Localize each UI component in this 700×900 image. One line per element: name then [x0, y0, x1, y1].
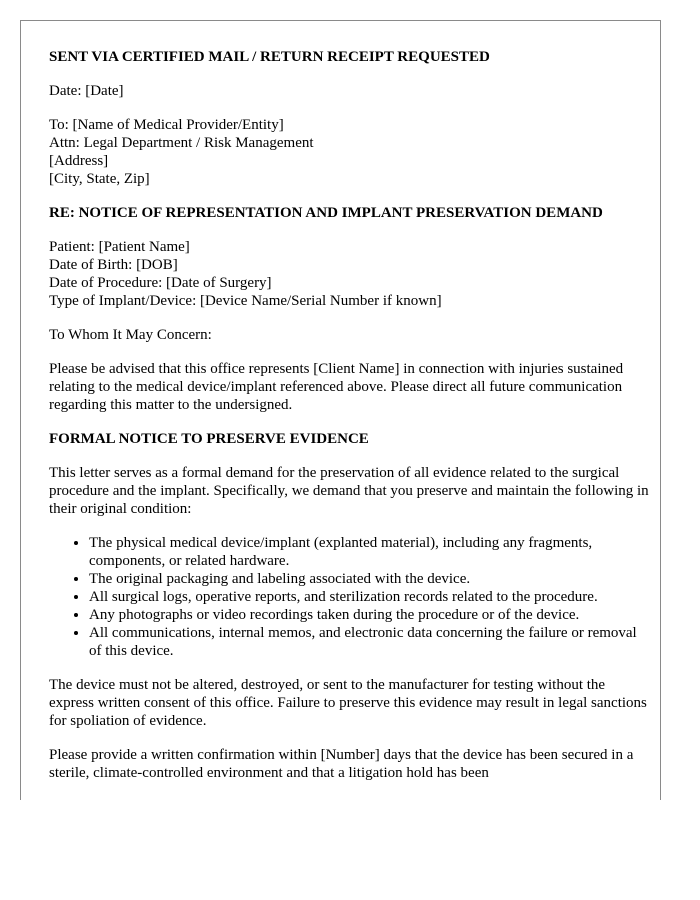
date-line: Date: [Date]: [49, 83, 124, 99]
list-item: • The original packaging and labeling associated with the device.: [89, 570, 649, 588]
re-heading: RE: NOTICE OF REPRESENTATION AND IMPLANT PRESERVATION DEMAND: [49, 205, 603, 221]
list-item: • All surgical logs, operative reports, and sterilization records related to the procedure.: [89, 588, 649, 606]
recipient-city-state-zip: [City, State, Zip]: [49, 171, 150, 187]
recipient-attn: Attn: Legal Department / Risk Management: [49, 135, 314, 151]
list-item: • All communications, internal memos, and electronic data concerning the failure or removal of this device.: [89, 624, 649, 660]
confirmation-paragraph: Please provide a written confirmation within [Number] days that the device has been secured in a sterile, climate-controlled environment and that a litigation hold has been: [49, 747, 634, 781]
warning-paragraph: The device must not be altered, destroyed, or sent to the manufacturer for testing without the express written consent of this office. Failure to preserve this evidence may result in legal sanctions for spoliation of evidence.: [49, 677, 647, 729]
letter-content: [49, 48, 649, 798]
recipient-address: [Address]: [49, 153, 109, 169]
patient-name-line: Patient: [Patient Name]: [49, 239, 190, 255]
salutation: To Whom It May Concern:: [49, 327, 212, 343]
procedure-date-line: Date of Procedure: [Date of Surgery]: [49, 275, 272, 291]
letter-page: [20, 20, 661, 800]
list-item: • The physical medical device/implant (explanted material), including any fragments, components, or related hardware.: [89, 534, 649, 570]
list-item: • Any photographs or video recordings taken during the procedure or of the device.: [89, 606, 649, 624]
preserve-heading: FORMAL NOTICE TO PRESERVE EVIDENCE: [49, 431, 369, 447]
recipient-block: [49, 116, 649, 188]
preserve-items-list: [49, 534, 649, 660]
recipient-to: To: [Name of Medical Provider/Entity]: [49, 117, 284, 133]
implant-type-line: Type of Implant/Device: [Device Name/Serial Number if known]: [49, 293, 442, 309]
dob-line: Date of Birth: [DOB]: [49, 257, 178, 273]
preserve-paragraph: This letter serves as a formal demand for the preservation of all evidence related to the surgical procedure and the implant. Specifically, we demand that you preserve and maintain the following in their original condition:: [49, 465, 649, 517]
intro-paragraph: Please be advised that this office represents [Client Name] in connection with injuries sustained relating to the medical device/implant referenced above. Please direct all future communication regarding this matter to the undersigned.: [49, 361, 624, 413]
patient-info-block: [49, 238, 649, 310]
mail-header: SENT VIA CERTIFIED MAIL / RETURN RECEIPT REQUESTED: [49, 49, 490, 65]
